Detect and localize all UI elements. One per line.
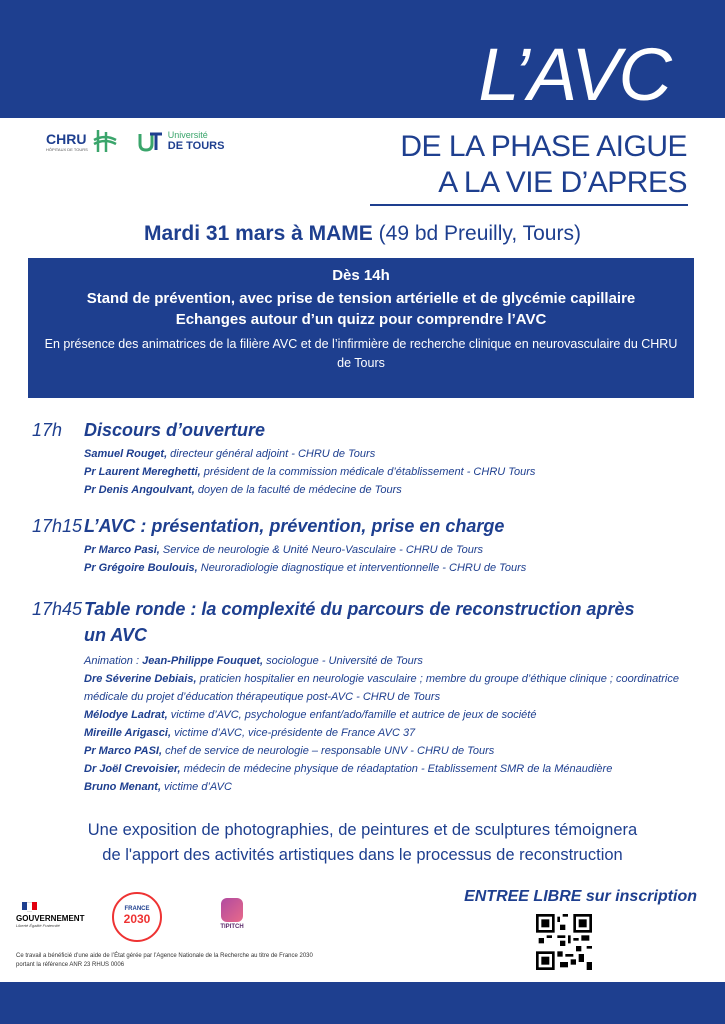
speaker-role: doyen de la faculté de médecine de Tours <box>194 484 402 496</box>
university-logo <box>138 130 225 152</box>
exhibition-line-2: de l'apport des activités artistiques dans le processus de reconstruction <box>102 846 623 864</box>
speaker-name: Bruno Menant, <box>84 781 161 793</box>
france-2030-label: FRANCE <box>124 906 150 912</box>
poster-title: L’AVC <box>478 33 670 116</box>
government-logo <box>16 902 98 928</box>
speaker-name: Pr Marco Pasi, <box>84 544 160 556</box>
info-quiz: Echanges autour d’un quizz pour comprendre l’AVC <box>175 311 547 328</box>
program-title: Table ronde : la complexité du parcours de reconstruction après un AVC <box>84 599 635 645</box>
speaker <box>84 706 702 724</box>
free-entry-notice: ENTREE LIBRE sur inscription <box>464 888 697 905</box>
speaker-name: Dre Séverine Debiais, <box>84 673 197 685</box>
speaker-role: Neuroradiologie diagnostique et interventionnelle - CHRU de Tours <box>197 562 527 574</box>
program-time: 17h45 <box>32 599 83 619</box>
speaker <box>84 670 702 706</box>
government-name: GOUVERNEMENT <box>16 914 85 923</box>
speaker-role: praticien hospitalier en neurologie vasculaire ; membre du groupe d’éthique clinique ; coordinatrice médicale du projet d’éducation thérapeutique post-AVC - CHRU de Tours <box>84 673 679 703</box>
speaker-role: Service de neurologie & Unité Neuro-Vasculaire - CHRU de Tours <box>159 544 484 556</box>
speaker <box>84 481 702 499</box>
chru-emblem-icon <box>92 128 118 154</box>
program-item <box>32 516 702 577</box>
chru-logo-subtext: HÔPITAUX DE TOURS <box>46 146 88 152</box>
program-item <box>32 596 702 796</box>
program-item <box>32 420 702 499</box>
speaker <box>84 724 702 742</box>
speaker-name: Jean-Philippe Fouquet, <box>142 655 264 667</box>
program-title: L’AVC : présentation, prévention, prise en charge <box>84 516 505 536</box>
registration-qr-code[interactable] <box>536 914 592 970</box>
info-presence: En présence des animatrices de la filière AVC et de l’infirmière de recherche clinique en neurovasculaire du CHRU de Tours <box>44 337 678 370</box>
speaker <box>84 559 702 577</box>
exhibition-text <box>0 818 725 868</box>
program-time: 17h <box>32 420 63 440</box>
speaker-name: Mélodye Ladrat, <box>84 709 168 721</box>
speaker <box>84 445 702 463</box>
speaker <box>84 541 702 559</box>
speaker-name: Pr Laurent Mereghetti, <box>84 466 201 478</box>
speaker-name: Pr Marco PASI, <box>84 745 163 757</box>
afternoon-info-box <box>28 258 694 398</box>
info-stand: Stand de prévention, avec prise de tension artérielle et de glycémie capillaire <box>86 290 636 307</box>
chru-logo-text: CHRU <box>46 130 87 147</box>
speaker <box>84 760 702 778</box>
government-motto: Liberté Égalité Fraternité <box>16 923 60 928</box>
subtitle-line-2: A LA VIE D’APRES <box>438 166 687 199</box>
title-divider <box>370 204 688 206</box>
speaker-role: chef de service de neurologie – responsable UNV - CHRU de Tours <box>162 745 495 757</box>
university-logo-subtext: Université <box>167 130 208 140</box>
speaker-name: Mireille Arigasci, <box>84 727 172 739</box>
subtitle-line-1: DE LA PHASE AIGUE <box>400 130 687 163</box>
french-flag-icon <box>22 902 98 912</box>
speaker-role: victime d’AVC, vice-présidente de France AVC 37 <box>171 727 416 739</box>
speaker <box>84 778 702 796</box>
program-title: Discours d’ouverture <box>84 420 266 440</box>
speaker-role: directeur général adjoint - CHRU de Tours <box>167 448 376 460</box>
speaker-list <box>84 652 702 796</box>
speaker <box>84 742 702 760</box>
tipitch-label: TIPITCH <box>220 924 244 930</box>
speaker-name: Samuel Rouget, <box>84 448 168 460</box>
speaker-role: Animation : <box>84 655 143 667</box>
speaker <box>84 652 702 670</box>
chru-logo <box>46 128 118 154</box>
info-start-time: Dès 14h <box>332 267 390 284</box>
speaker-role: victime d’AVC <box>161 781 232 793</box>
speaker-role: sociologue - Université de Tours <box>263 655 423 667</box>
speaker-role: président de la commission médicale d’établissement - CHRU Tours <box>200 466 536 478</box>
speaker-name: Dr Joël Crevoisier, <box>84 763 181 775</box>
event-date: Mardi 31 mars à MAME <box>144 222 373 245</box>
tipitch-logo <box>214 898 250 930</box>
france-2030-year: 2030 <box>123 912 151 926</box>
france-2030-logo <box>112 892 162 942</box>
speaker-role: médecin de médecine physique de réadaptation - Etablissement SMR de la Ménaudière <box>180 763 613 775</box>
event-address: (49 bd Preuilly, Tours) <box>378 222 581 245</box>
exhibition-line-1: Une exposition de photographies, de peintures et de sculptures témoignera <box>87 821 638 839</box>
funding-footnote: Ce travail a bénéficié d’une aide de l’État gérée par l’Agence Nationale de la Recherche au titre de France 2030 portant la référence ANR 23 RHUS 0006 <box>16 953 313 968</box>
program-time: 17h15 <box>32 516 83 536</box>
university-emblem-icon <box>138 130 164 152</box>
tipitch-icon <box>221 898 243 922</box>
speaker-name: Pr Grégoire Boulouis, <box>84 562 198 574</box>
speaker-name: Pr Denis Angoulvant, <box>84 484 195 496</box>
speaker-role: victime d’AVC, psychologue enfant/ado/famille et autrice de jeux de société <box>167 709 537 721</box>
speaker-list <box>84 445 702 499</box>
speaker-list <box>84 541 702 577</box>
partner-logos <box>46 128 224 154</box>
speaker <box>84 463 702 481</box>
bottom-band <box>0 982 725 1024</box>
event-date-location <box>0 222 725 246</box>
university-logo-text: DE TOURS <box>167 140 225 152</box>
